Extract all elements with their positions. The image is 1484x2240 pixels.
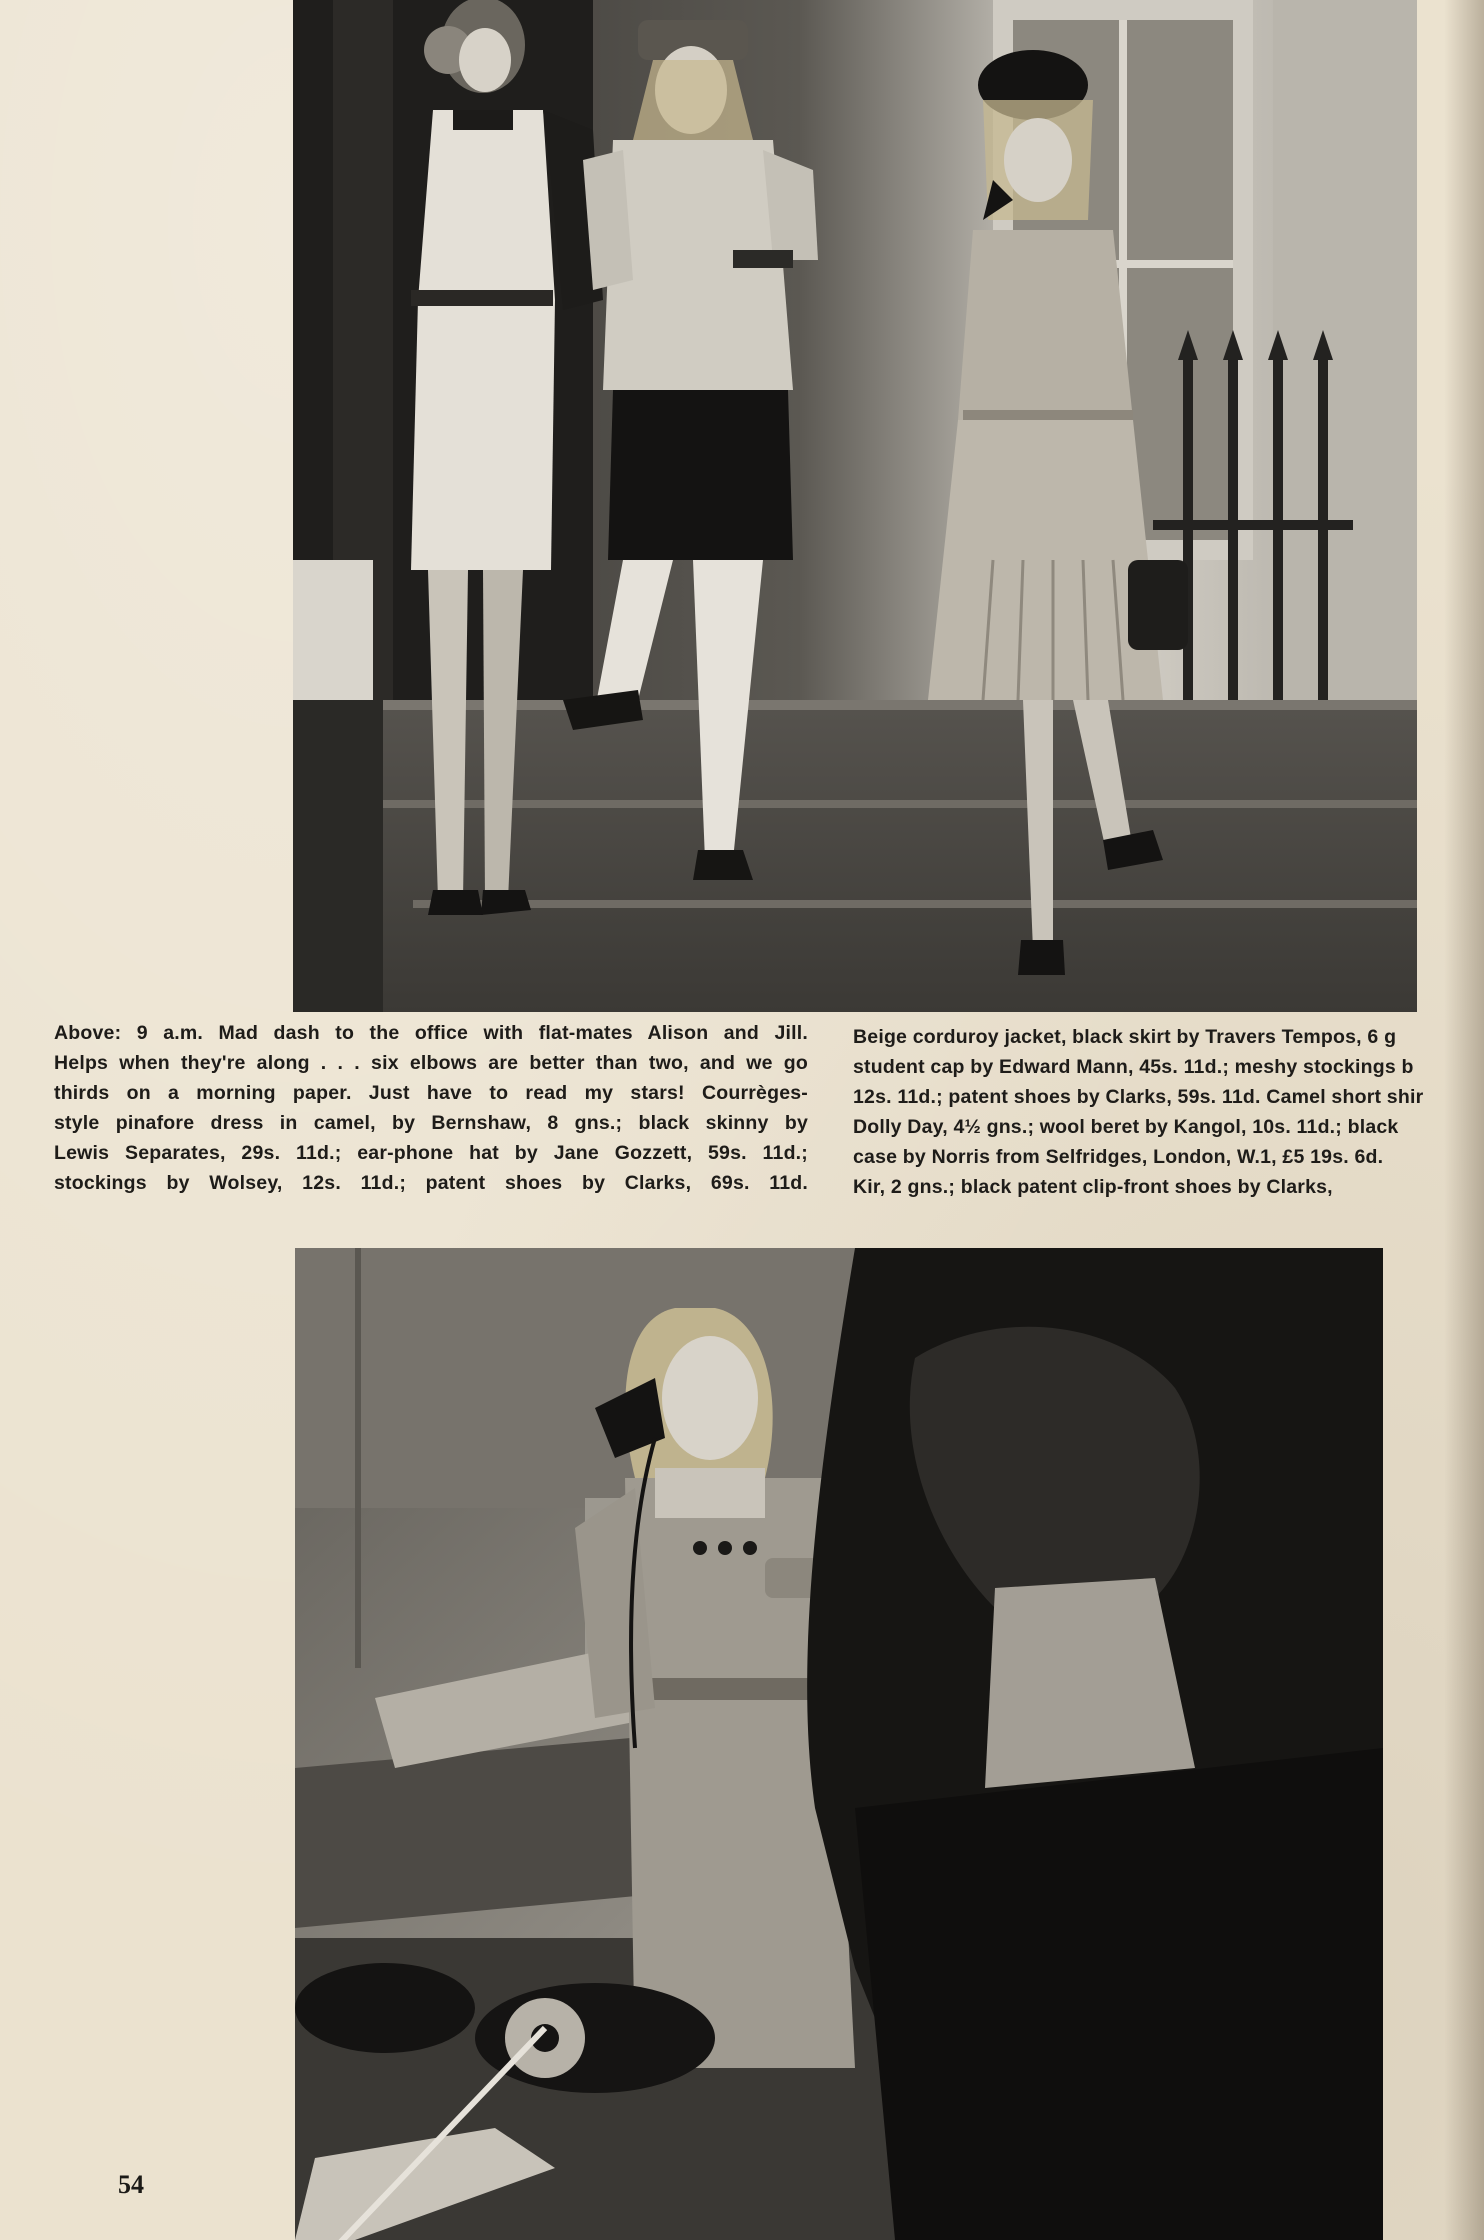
caption-left-line: Above: 9 a.m. Mad dash to the office with flat-mates Alison and Jill. bbox=[54, 1022, 808, 1044]
caption-left-line: stockings by Wolsey, 12s. 11d.; patent shoes by Clarks, 69s. 11d. bbox=[54, 1172, 808, 1194]
page-number: 54 bbox=[118, 2170, 144, 2199]
caption-right-line: case by Norris from Selfridges, London, W.1, £5 19s. 6d. bbox=[853, 1146, 1384, 1168]
caption-right-line: 12s. 11d.; patent shoes by Clarks, 59s. 11d. Camel short shir bbox=[853, 1086, 1424, 1108]
bottom-photo-illustration bbox=[295, 1248, 1383, 2240]
woman-on-telephone-office-photo bbox=[295, 1248, 1383, 2240]
caption-right-line: student cap by Edward Mann, 45s. 11d.; meshy stockings b bbox=[853, 1056, 1414, 1078]
caption-right bbox=[853, 1022, 1484, 1202]
caption-right-line: Beige corduroy jacket, black skirt by Travers Tempos, 6 g bbox=[853, 1026, 1397, 1048]
three-models-on-doorstep-photo bbox=[293, 0, 1417, 1012]
caption-right-line: Dolly Day, 4½ gns.; wool beret by Kangol, 10s. 11d.; black bbox=[853, 1116, 1399, 1138]
caption-left bbox=[54, 1018, 808, 1198]
spine-shadow bbox=[1444, 0, 1484, 2240]
caption-left-line: Helps when they're along . . . six elbows are better than two, and we go bbox=[54, 1052, 808, 1074]
caption-right-line: Kir, 2 gns.; black patent clip-front shoes by Clarks, bbox=[853, 1176, 1333, 1198]
caption-left-line: thirds on a morning paper. Just have to read my stars! Courrèges- bbox=[54, 1082, 808, 1104]
top-photo-illustration bbox=[293, 0, 1417, 1012]
caption-left-line: style pinafore dress in camel, by Bernshaw, 8 gns.; black skinny by bbox=[54, 1112, 808, 1134]
caption-left-line: Lewis Separates, 29s. 11d.; ear-phone hat by Jane Gozzett, 59s. 11d.; bbox=[54, 1142, 808, 1164]
